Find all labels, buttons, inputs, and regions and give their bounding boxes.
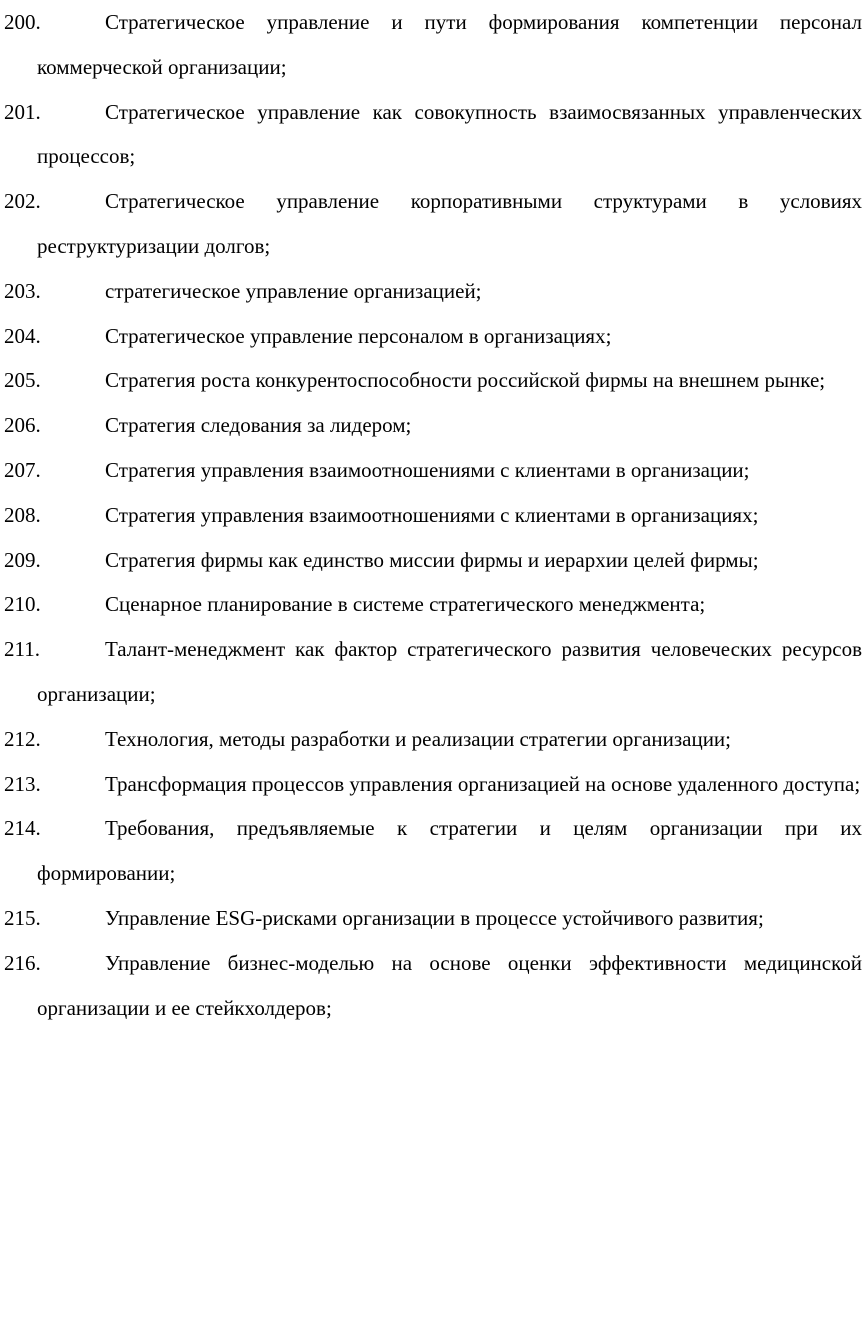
list-item bbox=[0, 179, 866, 269]
item-number: 214. bbox=[4, 816, 41, 841]
item-text: Трансформация процессов управления организацией на основе удаленного доступа; bbox=[105, 771, 861, 796]
item-text: Управление ESG-рисками организации в процессе устойчивого развития; bbox=[105, 905, 764, 930]
item-number: 200. bbox=[4, 10, 41, 34]
list-item bbox=[0, 717, 866, 762]
item-number: 203. bbox=[4, 278, 41, 303]
item-text: Стратегическое управление корпоративными структурами в условиях реструктуризации долгов; bbox=[37, 189, 862, 258]
item-number: 206. bbox=[4, 413, 41, 438]
item-number: 208. bbox=[4, 502, 41, 527]
list-item bbox=[0, 314, 866, 359]
list-item bbox=[0, 269, 866, 314]
item-number: 210. bbox=[4, 592, 41, 617]
item-text: Стратегия роста конкурентоспособности российской фирмы на внешнем рынке; bbox=[105, 368, 826, 393]
item-text: Управление бизнес-моделью на основе оценки эффективности медицинской организации и ее стейкхолдеров; bbox=[37, 950, 862, 1020]
item-number: 213. bbox=[4, 771, 41, 796]
list-item bbox=[0, 448, 866, 493]
item-number: 205. bbox=[4, 368, 41, 393]
item-number: 209. bbox=[4, 547, 41, 572]
item-number: 215. bbox=[4, 905, 41, 930]
list-item bbox=[0, 762, 866, 807]
item-number: 202. bbox=[4, 189, 41, 214]
list-item bbox=[0, 358, 866, 403]
item-number: 211. bbox=[4, 637, 40, 662]
item-text: Стратегия управления взаимоотношениями с клиентами в организациях; bbox=[105, 502, 759, 527]
list-item bbox=[0, 403, 866, 448]
item-text: Стратегия следования за лидером; bbox=[105, 413, 412, 438]
item-text: Технология, методы разработки и реализации стратегии организации; bbox=[105, 726, 732, 751]
item-text: Стратегия управления взаимоотношениями с клиентами в организации; bbox=[105, 457, 750, 482]
item-number: 216. bbox=[4, 950, 41, 975]
item-text: Стратегическое управление и пути формирования компетенции персонал коммерческой организации; bbox=[37, 10, 862, 79]
list-item bbox=[0, 582, 866, 627]
item-number: 204. bbox=[4, 323, 41, 348]
list-item bbox=[0, 0, 866, 90]
item-text: Талант-менеджмент как фактор стратегического развития человеческих ресурсов организации; bbox=[37, 637, 862, 706]
list-item bbox=[0, 806, 866, 896]
item-text: Стратегия фирмы как единство миссии фирмы и иерархии целей фирмы; bbox=[105, 547, 759, 572]
item-text: Требования, предъявляемые к стратегии и целям организации при их формировании; bbox=[37, 816, 862, 886]
item-text: Сценарное планирование в системе стратегического менеджмента; bbox=[105, 592, 706, 617]
item-text: Стратегическое управление персоналом в организациях; bbox=[105, 323, 612, 348]
list-item bbox=[0, 896, 866, 941]
list-item bbox=[0, 627, 866, 717]
item-text: Стратегическое управление как совокупность взаимосвязанных управленческих процессов; bbox=[37, 99, 862, 169]
list-item bbox=[0, 538, 866, 583]
item-number: 212. bbox=[4, 726, 41, 751]
list-item bbox=[0, 90, 866, 180]
item-number: 201. bbox=[4, 99, 41, 124]
list-item bbox=[0, 941, 866, 1031]
item-number: 207. bbox=[4, 457, 41, 482]
list-item bbox=[0, 493, 866, 538]
item-text: стратегическое управление организацией; bbox=[105, 278, 482, 303]
